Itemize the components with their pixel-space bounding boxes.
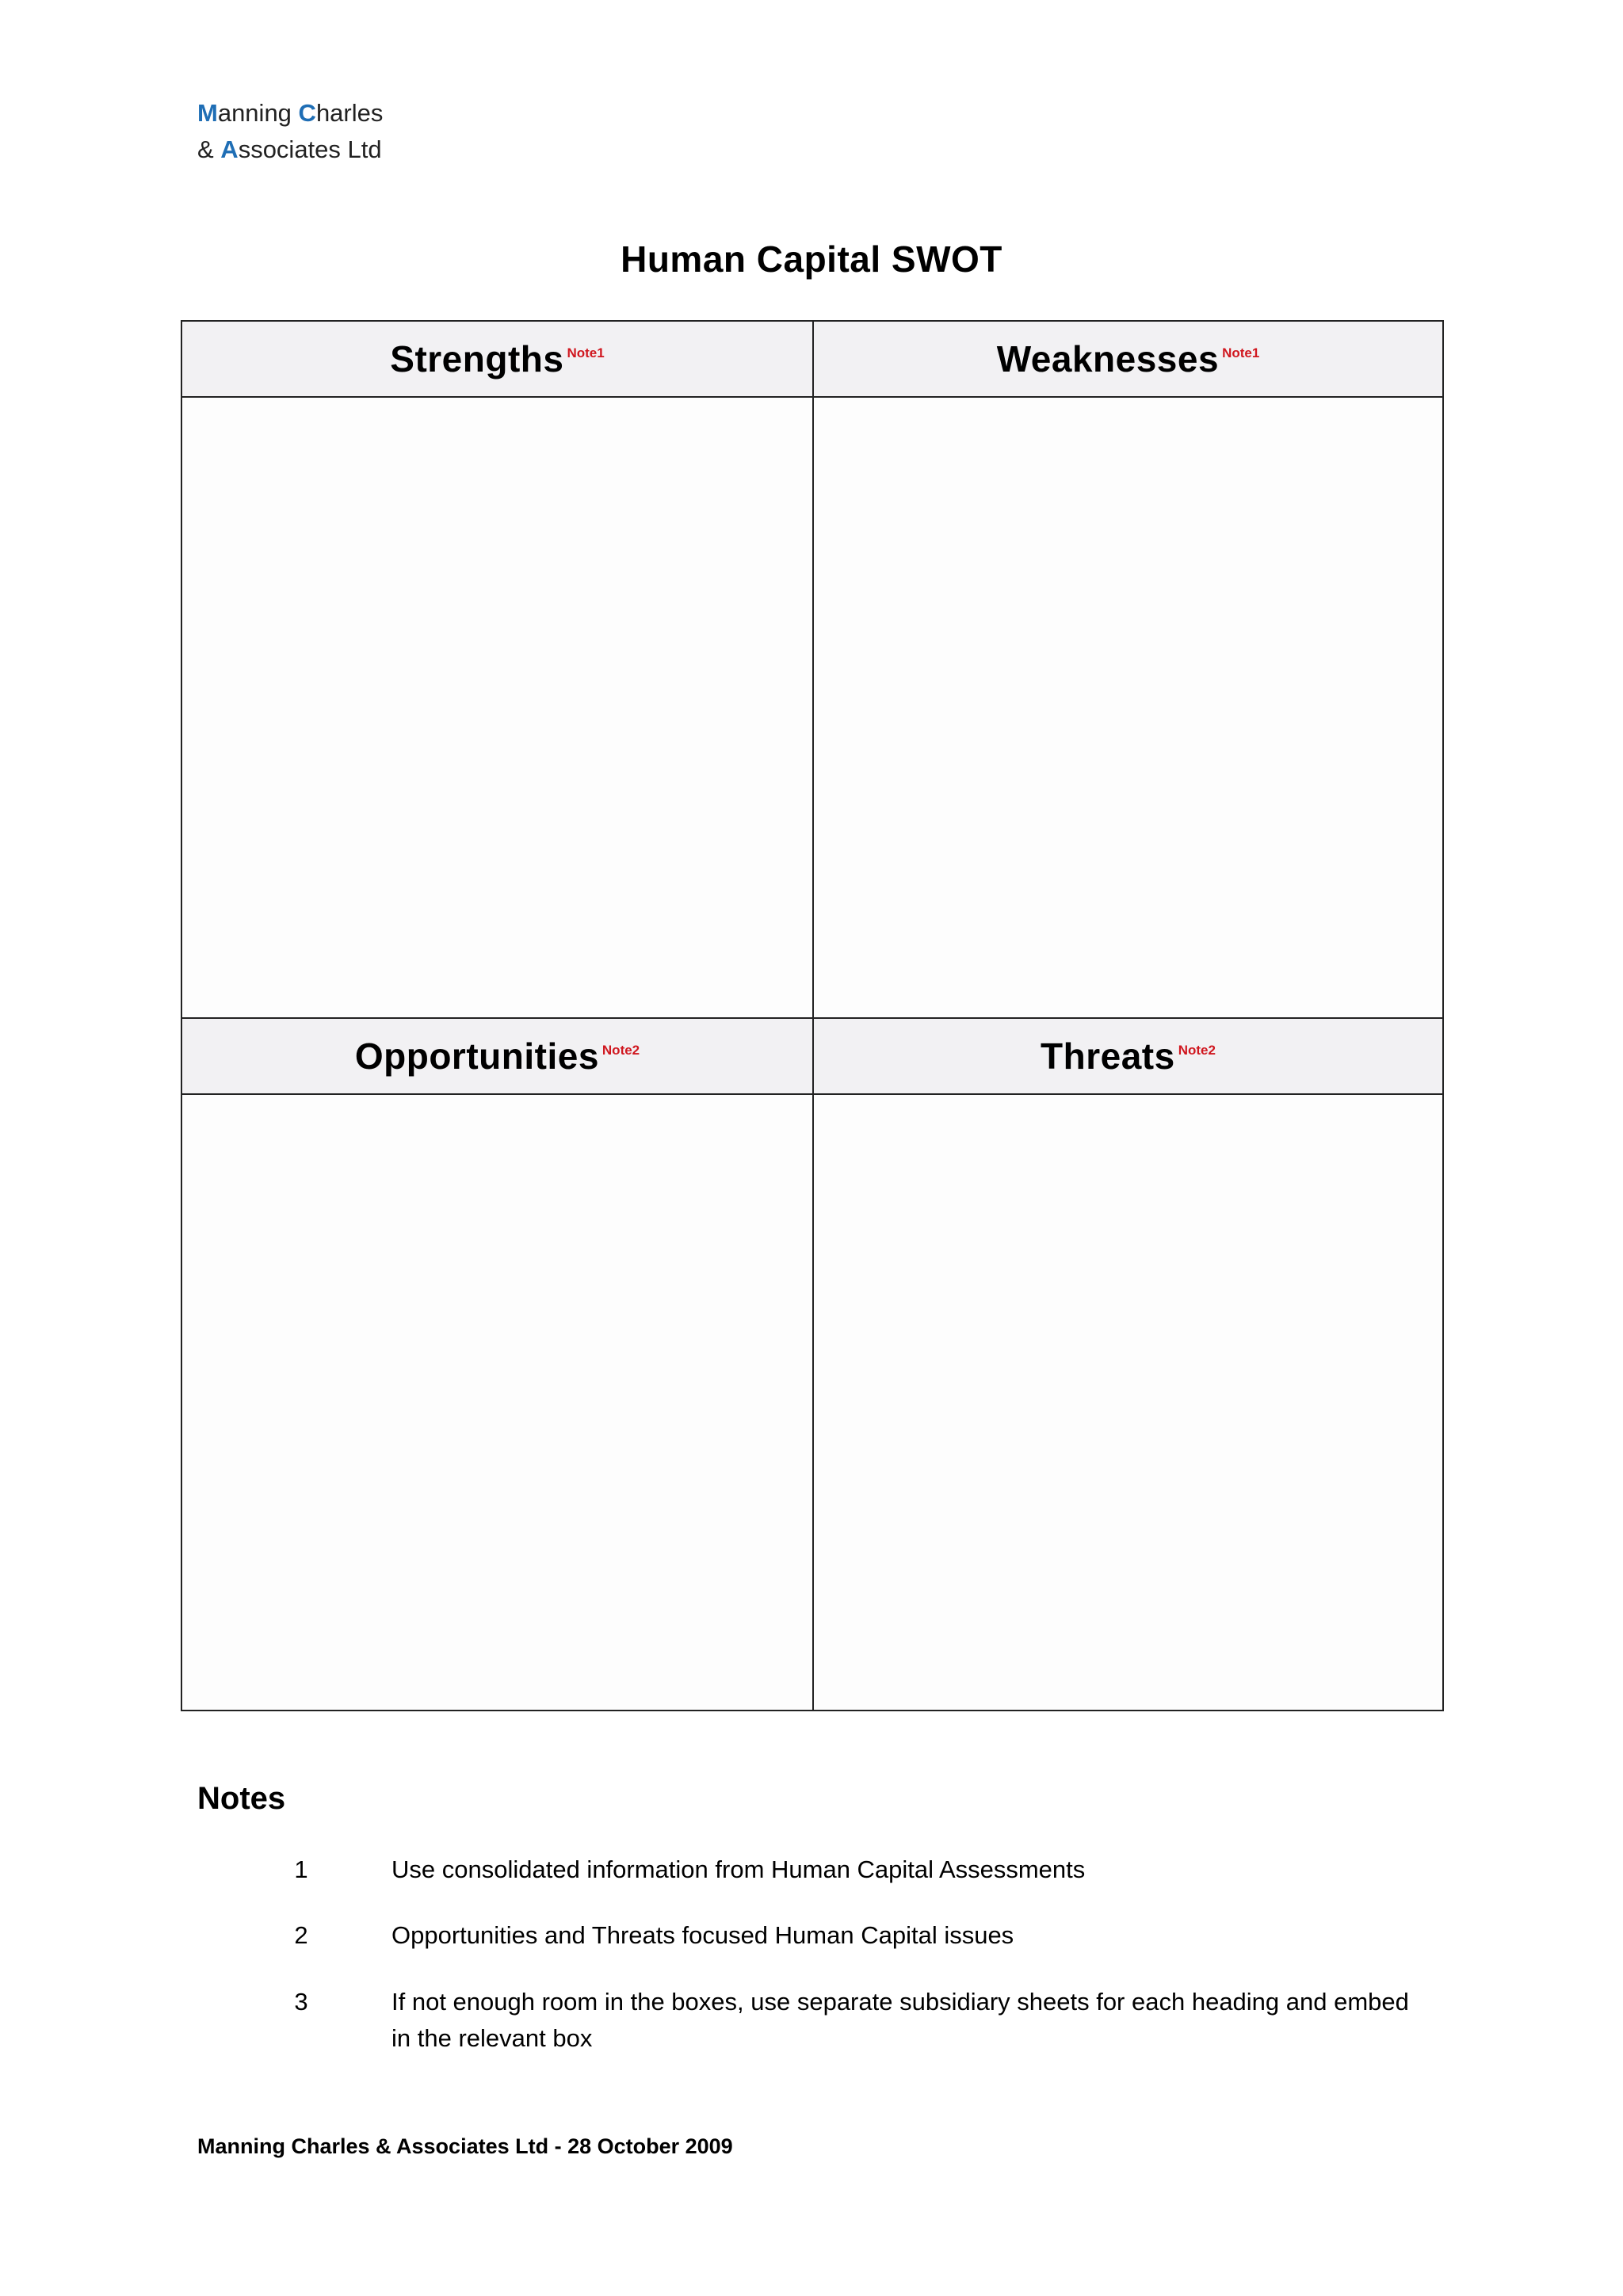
column-divider [812,322,814,1710]
note-text: If not enough room in the boxes, use separate subsidiary sheets for each heading and embed in the relevant box [391,1988,1409,2052]
logo-initial-m: M [197,99,218,127]
opportunities-header [182,1017,812,1095]
weaknesses-box[interactable] [814,398,1442,1017]
page-footer: Manning Charles & Associates Ltd - 28 October 2009 [197,2134,733,2158]
strengths-box[interactable] [182,398,812,1017]
logo-text-anning: anning [217,99,299,127]
company-logo [197,95,383,168]
weaknesses-label: Weaknesses [996,338,1220,379]
threats-header [814,1017,1442,1095]
opportunities-note-ref: Note2 [601,1043,640,1058]
weaknesses-header [814,322,1442,398]
opportunities-label: Opportunities [354,1035,599,1077]
logo-text-harles: harles [315,99,384,127]
logo-line-1 [197,95,383,132]
swot-table [181,320,1444,1711]
weaknesses-note-ref: Note1 [1222,345,1260,360]
opportunities-box[interactable] [182,1095,812,1710]
note-text: Opportunities and Threats focused Human Capital issues [391,1921,1014,1949]
strengths-label: Strengths [390,338,564,379]
note-number: 1 [294,1855,308,1883]
logo-initial-a: A [220,135,239,163]
logo-line-2 [197,132,383,168]
strengths-note-ref: Note1 [567,345,605,360]
threats-label: Threats [1041,1035,1175,1077]
note-number: 2 [294,1921,308,1949]
page-title: Human Capital SWOT [621,238,1002,280]
notes-heading: Notes [197,1781,286,1816]
threats-box[interactable] [814,1095,1442,1710]
logo-ampersand: & [197,135,221,163]
logo-initial-c: C [298,99,316,127]
threats-note-ref: Note2 [1178,1043,1216,1058]
strengths-header [182,322,812,398]
note-number: 3 [294,1988,308,2016]
note-text: Use consolidated information from Human Capital Assessments [391,1855,1086,1883]
logo-text-ssociates: ssociates Ltd [238,135,382,163]
